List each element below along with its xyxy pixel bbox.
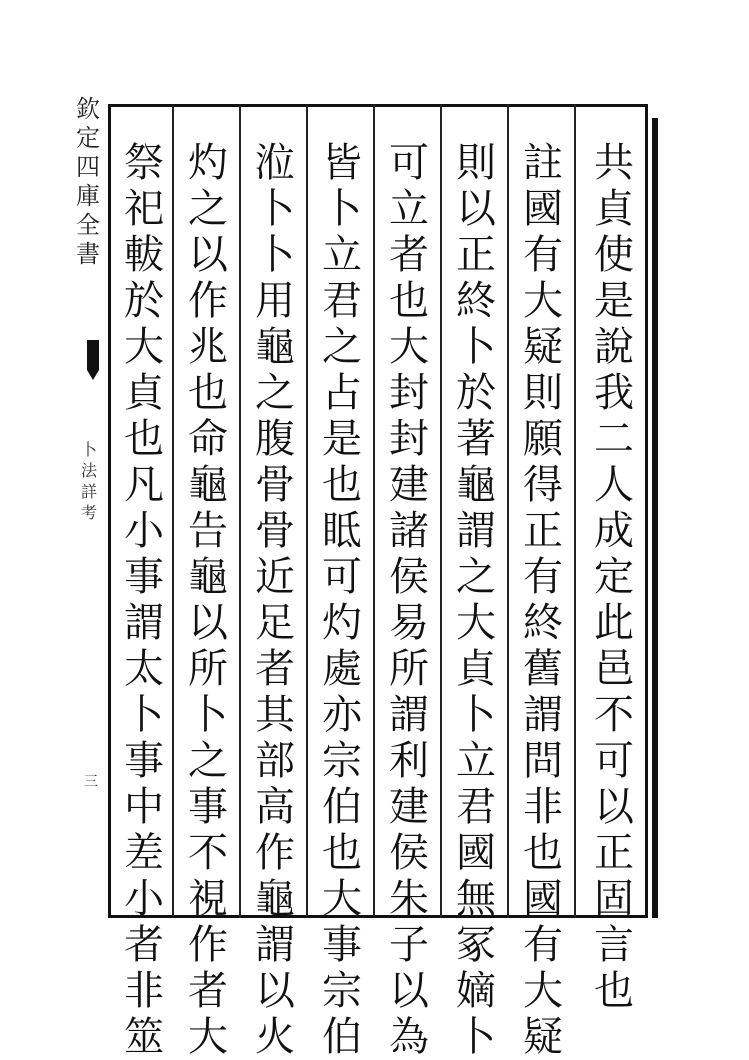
glyph: 為 [389, 1014, 429, 1060]
glyph: 三 [84, 774, 98, 790]
glyph: 四 [76, 153, 100, 181]
glyph: 部 [255, 738, 295, 784]
glyph: 終 [523, 600, 563, 646]
glyph: 嫡 [456, 968, 496, 1014]
glyph: 於 [456, 370, 496, 416]
text-column-4 [379, 140, 439, 1060]
text-column-2 [513, 140, 573, 1060]
glyph: 卜 [80, 440, 97, 459]
glyph: 冢 [456, 922, 496, 968]
text-column-1 [584, 140, 644, 1014]
glyph: 國 [456, 830, 496, 876]
glyph: 貞 [594, 186, 634, 232]
glyph: 以 [594, 784, 634, 830]
glyph: 也 [523, 830, 563, 876]
glyph: 筮 [124, 1014, 164, 1060]
glyph: 謂 [389, 692, 429, 738]
glyph: 大 [322, 876, 362, 922]
glyph: 腹 [255, 416, 295, 462]
glyph: 舊 [523, 646, 563, 692]
glyph: 伯 [322, 784, 362, 830]
glyph: 所 [389, 646, 429, 692]
glyph: 君 [456, 784, 496, 830]
glyph: 龜 [188, 462, 228, 508]
glyph: 以 [188, 232, 228, 278]
glyph: 大 [523, 968, 563, 1014]
margin-subtitle [76, 440, 102, 524]
glyph: 子 [389, 922, 429, 968]
glyph: 著 [456, 416, 496, 462]
glyph: 以 [456, 186, 496, 232]
glyph: 此 [594, 600, 634, 646]
glyph: 正 [456, 232, 496, 278]
glyph: 也 [322, 462, 362, 508]
glyph: 大 [389, 324, 429, 370]
glyph: 人 [594, 462, 634, 508]
glyph: 足 [255, 600, 295, 646]
text-column-5 [312, 140, 372, 1060]
glyph: 也 [188, 370, 228, 416]
glyph: 之 [322, 324, 362, 370]
glyph: 國 [523, 876, 563, 922]
glyph: 作 [255, 830, 295, 876]
glyph: 貞 [124, 370, 164, 416]
glyph: 告 [188, 508, 228, 554]
glyph: 言 [594, 922, 634, 968]
text-column-7 [178, 140, 238, 1060]
glyph: 得 [523, 462, 563, 508]
glyph: 之 [188, 186, 228, 232]
glyph: 也 [594, 968, 634, 1014]
column-rule [239, 104, 241, 918]
glyph: 者 [389, 232, 429, 278]
glyph: 所 [188, 646, 228, 692]
glyph: 封 [389, 370, 429, 416]
glyph: 建 [389, 462, 429, 508]
glyph: 太 [124, 646, 164, 692]
glyph: 非 [523, 784, 563, 830]
glyph: 差 [124, 830, 164, 876]
glyph: 軷 [124, 232, 164, 278]
glyph: 卜 [456, 324, 496, 370]
glyph: 也 [124, 416, 164, 462]
glyph: 事 [188, 784, 228, 830]
glyph: 宗 [322, 738, 362, 784]
glyph: 卜 [124, 692, 164, 738]
glyph: 近 [255, 554, 295, 600]
glyph: 涖 [255, 140, 295, 186]
glyph: 以 [255, 968, 295, 1014]
glyph: 也 [389, 278, 429, 324]
glyph: 謂 [456, 508, 496, 554]
glyph: 註 [523, 140, 563, 186]
glyph: 事 [124, 738, 164, 784]
glyph: 不 [188, 830, 228, 876]
glyph: 不 [594, 692, 634, 738]
glyph: 庫 [76, 182, 100, 210]
glyph: 欽 [76, 95, 100, 123]
glyph: 於 [124, 278, 164, 324]
glyph: 朱 [389, 876, 429, 922]
glyph: 貞 [456, 646, 496, 692]
glyph: 灼 [188, 140, 228, 186]
glyph: 謂 [255, 922, 295, 968]
glyph: 灼 [322, 600, 362, 646]
glyph: 大 [188, 1014, 228, 1060]
column-rule [507, 104, 509, 918]
glyph: 可 [594, 738, 634, 784]
glyph: 固 [594, 876, 634, 922]
glyph: 建 [389, 784, 429, 830]
glyph: 祀 [124, 186, 164, 232]
glyph: 非 [124, 968, 164, 1014]
glyph: 考 [80, 503, 97, 522]
glyph: 作 [188, 922, 228, 968]
glyph: 可 [389, 140, 429, 186]
glyph: 小 [124, 508, 164, 554]
glyph: 君 [322, 278, 362, 324]
glyph: 小 [124, 876, 164, 922]
glyph: 定 [76, 124, 100, 152]
glyph: 二 [594, 416, 634, 462]
glyph: 立 [456, 738, 496, 784]
glyph: 以 [389, 968, 429, 1014]
glyph: 卜 [188, 692, 228, 738]
glyph: 利 [389, 738, 429, 784]
glyph: 封 [389, 416, 429, 462]
glyph: 定 [594, 554, 634, 600]
glyph: 處 [322, 646, 362, 692]
glyph: 也 [322, 830, 362, 876]
glyph: 以 [188, 600, 228, 646]
fish-tail-mark [86, 340, 100, 380]
glyph: 之 [255, 370, 295, 416]
glyph: 願 [523, 416, 563, 462]
glyph: 疑 [523, 324, 563, 370]
glyph: 卜 [255, 186, 295, 232]
glyph: 謂 [523, 692, 563, 738]
glyph: 祭 [124, 140, 164, 186]
glyph: 易 [389, 600, 429, 646]
glyph: 問 [523, 738, 563, 784]
glyph: 事 [124, 554, 164, 600]
glyph: 大 [124, 324, 164, 370]
glyph: 全 [76, 211, 100, 239]
glyph: 火 [255, 1014, 295, 1060]
text-column-3 [446, 140, 506, 1060]
glyph: 龜 [255, 876, 295, 922]
glyph: 者 [188, 968, 228, 1014]
glyph: 高 [255, 784, 295, 830]
column-rule [373, 104, 375, 918]
glyph: 皆 [322, 140, 362, 186]
glyph: 可 [322, 554, 362, 600]
glyph: 有 [523, 922, 563, 968]
glyph: 有 [523, 232, 563, 278]
glyph: 終 [456, 278, 496, 324]
glyph: 國 [523, 186, 563, 232]
frame-thick-edge [652, 118, 658, 918]
column-rule [574, 104, 576, 918]
glyph: 書 [76, 240, 100, 268]
glyph: 伯 [322, 1014, 362, 1060]
glyph: 是 [594, 278, 634, 324]
glyph: 則 [523, 370, 563, 416]
glyph: 龜 [456, 462, 496, 508]
text-column-6 [245, 140, 305, 1060]
glyph: 兆 [188, 324, 228, 370]
glyph: 諸 [389, 508, 429, 554]
glyph: 大 [523, 278, 563, 324]
glyph: 正 [594, 830, 634, 876]
glyph: 者 [255, 646, 295, 692]
glyph: 視 [188, 876, 228, 922]
glyph: 有 [523, 554, 563, 600]
glyph: 事 [322, 922, 362, 968]
glyph: 正 [523, 508, 563, 554]
glyph: 骨 [255, 508, 295, 554]
glyph: 其 [255, 692, 295, 738]
glyph: 疑 [523, 1014, 563, 1060]
glyph: 骨 [255, 462, 295, 508]
column-rule [306, 104, 308, 918]
glyph: 卜 [255, 232, 295, 278]
glyph: 立 [389, 186, 429, 232]
glyph: 謂 [124, 600, 164, 646]
glyph: 使 [594, 232, 634, 278]
glyph: 卜 [456, 692, 496, 738]
glyph: 亦 [322, 692, 362, 738]
text-column-8 [114, 140, 174, 1060]
glyph: 共 [594, 140, 634, 186]
glyph: 大 [456, 600, 496, 646]
margin-title [70, 95, 106, 269]
glyph: 之 [456, 554, 496, 600]
glyph: 說 [594, 324, 634, 370]
glyph: 是 [322, 416, 362, 462]
margin-page-number [80, 774, 102, 790]
glyph: 立 [322, 232, 362, 278]
glyph: 無 [456, 876, 496, 922]
glyph: 凡 [124, 462, 164, 508]
glyph: 我 [594, 370, 634, 416]
glyph: 之 [188, 738, 228, 784]
glyph: 龜 [188, 554, 228, 600]
glyph: 侯 [389, 554, 429, 600]
glyph: 成 [594, 508, 634, 554]
glyph: 用 [255, 278, 295, 324]
glyph: 龜 [255, 324, 295, 370]
glyph: 卜 [322, 186, 362, 232]
glyph: 者 [124, 922, 164, 968]
glyph: 占 [322, 370, 362, 416]
glyph: 宗 [322, 968, 362, 1014]
glyph: 法 [80, 461, 97, 480]
glyph: 中 [124, 784, 164, 830]
glyph: 命 [188, 416, 228, 462]
glyph: 卜 [456, 1014, 496, 1060]
column-rule [440, 104, 442, 918]
glyph: 眡 [322, 508, 362, 554]
glyph: 作 [188, 278, 228, 324]
glyph: 邑 [594, 646, 634, 692]
glyph: 詳 [80, 482, 97, 501]
glyph: 侯 [389, 830, 429, 876]
glyph: 則 [456, 140, 496, 186]
